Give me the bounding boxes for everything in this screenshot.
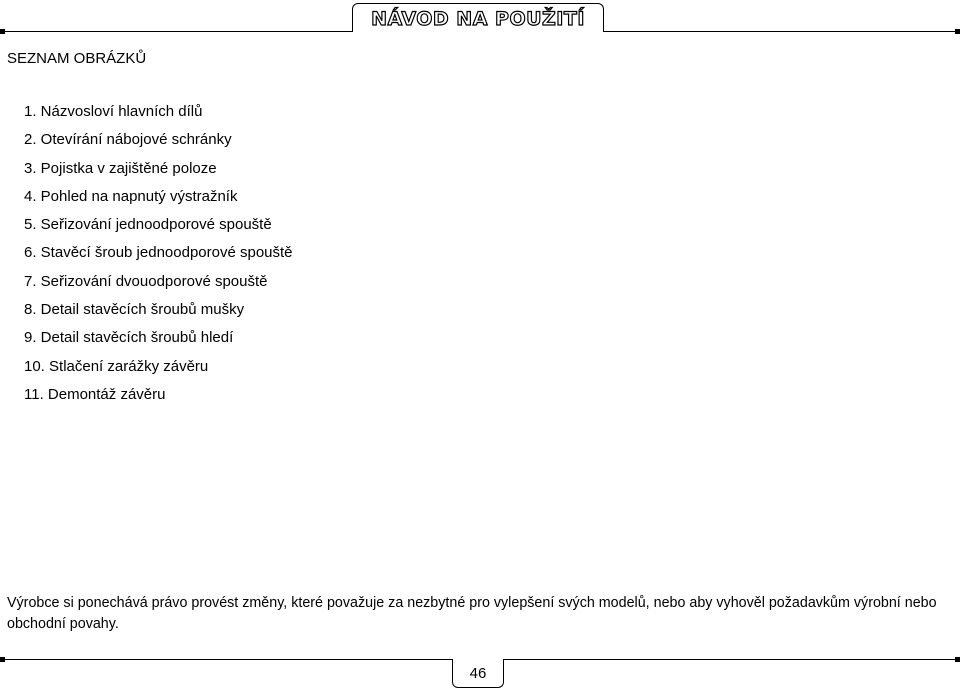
- header-tab: [352, 3, 604, 32]
- list-item: 1. Názvosloví hlavních dílů: [24, 103, 203, 120]
- list-item: 3. Pojistka v zajištěné poloze: [24, 159, 217, 177]
- list-item: 4. Pohled na napnutý výstražník: [24, 187, 238, 205]
- list-item: 11. Demontáž závěru: [24, 385, 166, 403]
- section-title: SEZNAM OBRÁZKŮ: [7, 50, 147, 67]
- list-item: 5. Seřizování jednoodporové spouště: [24, 216, 272, 234]
- list-item: 10. Stlačení zarážky závěru: [24, 357, 209, 375]
- list-item: 6. Stavěcí šroub jednoodporové spouště: [24, 244, 293, 262]
- document-title: NÁVOD NA POUŽITÍ: [371, 7, 585, 30]
- page-number: 46: [469, 664, 487, 682]
- figure-list: [24, 98, 293, 409]
- disclaimer-text: Výrobce si ponechává právo provést změny, které považuje za nezbytné pro vylepšení svých modelů, nebo aby vyhověl požadavkům výrobní nebo obchodní povahy.: [7, 595, 937, 632]
- list-item: 9. Detail stavěcích šroubů hledí: [24, 329, 234, 347]
- list-item: 2. Otevírání nábojové schránky: [24, 131, 232, 149]
- list-item: 7. Seřizování dvouodporové spouště: [24, 272, 268, 290]
- page-number-tab: [452, 659, 504, 688]
- list-item: 8. Detail stavěcích šroubů mušky: [24, 301, 245, 319]
